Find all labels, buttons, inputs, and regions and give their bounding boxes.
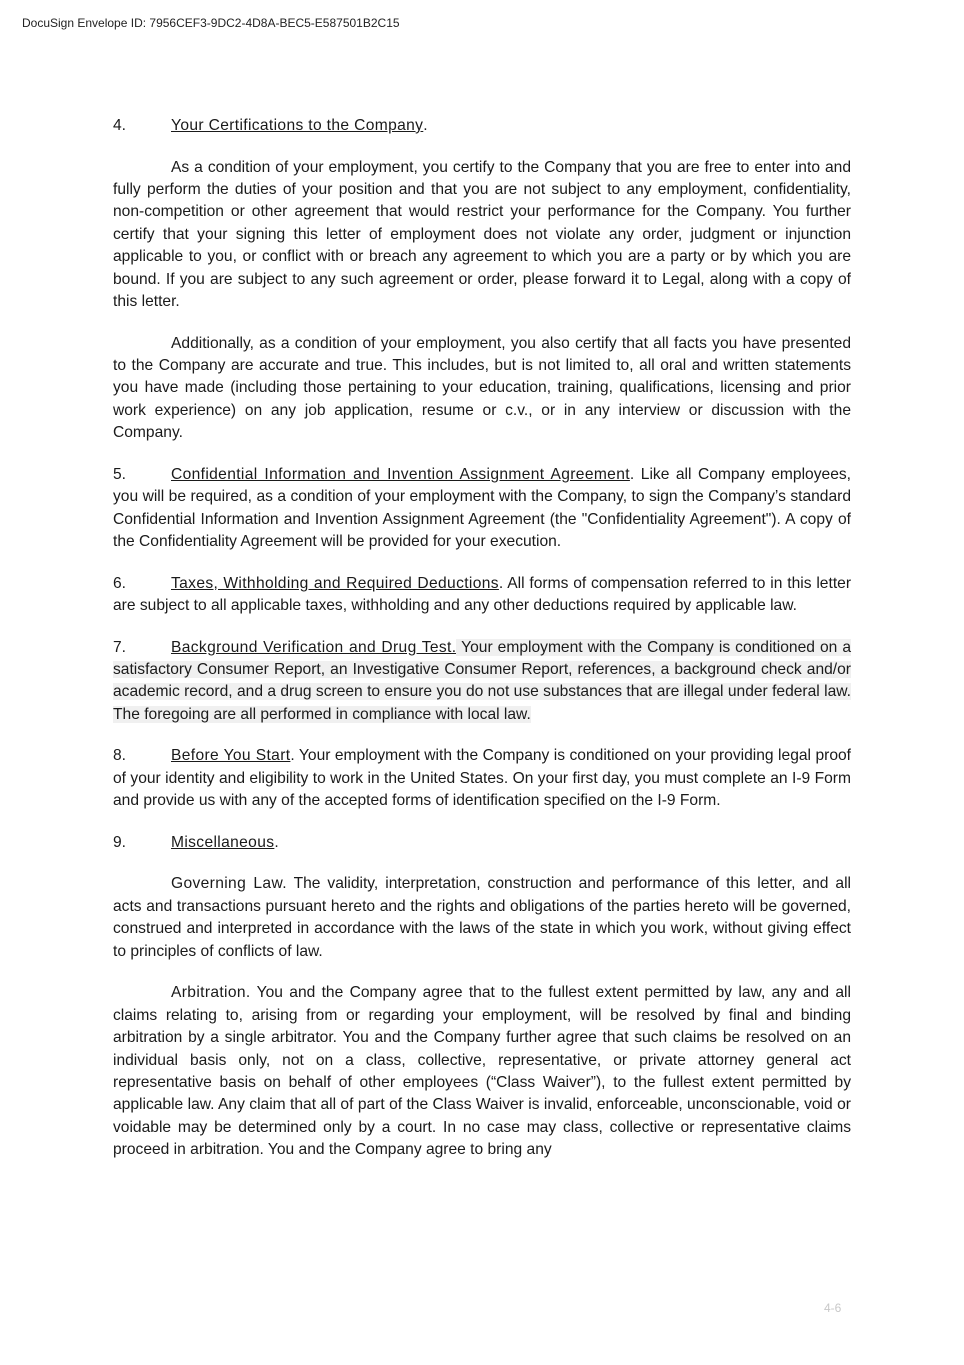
section-number: 7. <box>113 638 127 656</box>
section-title: Miscellaneous <box>171 833 275 851</box>
section-8 <box>113 745 851 812</box>
governing-law-title: Governing Law. <box>171 875 287 893</box>
arbitration-paragraph <box>113 982 851 1161</box>
page-number: 4-6 <box>824 1301 842 1315</box>
section-body: Your employment with the Company is conditioned on a satisfactory Consumer Report, an Investigative Consumer Report, references, a background check and/or academic record, and a drug screen to ensure you do not use substances that are illegal under federal law. The foregoing are all performed in compliance with local law. <box>113 638 851 723</box>
section-title: Background Verification and Drug Test. <box>171 638 457 656</box>
arbitration-title: Arbitration. <box>171 984 251 1002</box>
section-title: Your Certifications to the Company <box>171 117 424 134</box>
section-number: 6. <box>113 574 127 592</box>
document-body <box>113 115 851 1181</box>
section-4-paragraph-1: As a condition of your employment, you certify to the Company that you are free to enter into and fully perform the duties of your position and that you are not subject to any employment, confidentiality, non-competition or other agreement that would restrict your performance for the Company. You further certify that your signing this letter of employment does not violate any order, judgment or injunction applicable to you, or conflict with or breach any agreement to which you are a party or by which you are bound. If you are subject to any such agreement or order, please forward it to Legal, along with a copy of this letter. <box>113 158 851 311</box>
section-7 <box>113 637 851 727</box>
section-body: . Your employment with the Company is conditioned on your providing legal proof of your identity and eligibility to work in the United States. On your first day, you must complete an I-9 Form and provide us with any of the accepted forms of identification specified on the I-9 Form. <box>113 747 852 810</box>
governing-law-body: The validity, interpretation, construction and performance of this letter, and all acts and transactions pursuant hereto and the rights and obligations of the parties hereto will be governed, construed and interpreted in accordance with the laws of the state in which you work, without giving effect to principles of conflicts of law. <box>113 875 851 960</box>
envelope-id: DocuSign Envelope ID: 7956CEF3-9DC2-4D8A-BEC5-E587501B2C15 <box>22 16 400 30</box>
governing-law-paragraph <box>113 873 851 963</box>
section-number: 5. <box>113 465 127 483</box>
section-6 <box>113 573 851 618</box>
section-title: Before You Start <box>171 747 291 765</box>
section-title: Taxes, Withholding and Required Deductions <box>171 574 499 592</box>
section-4-heading <box>113 115 851 137</box>
section-5 <box>113 464 851 554</box>
section-4-paragraph-2: Additionally, as a condition of your employment, you also certify that all facts you have presented to the Company are accurate and true. This includes, but is not limited to, all oral and written statements you have made (including those pertaining to your education, training, qualifications, licensing and prior work experience) on any job application, resume or c.v., or in any interview or discussion with the Company. <box>113 334 851 442</box>
section-9-heading <box>113 832 851 854</box>
section-number: 9. <box>113 833 127 851</box>
heading-suffix: . <box>274 833 279 851</box>
heading-suffix: . <box>423 117 428 134</box>
section-number: 4. <box>113 117 127 134</box>
section-title: Confidential Information and Invention Assignment Agreement <box>171 465 630 483</box>
section-body: . Like all Company employees, you will be required, as a condition of your employment with the Company, to sign the Company’s standard Confidential Information and Invention Assignment Agreement (the "Confidentiality Agreement"). A copy of the Confidentiality Agreement will be provided for your execution. <box>113 465 851 551</box>
section-number: 8. <box>113 747 127 765</box>
arbitration-body: You and the Company agree that to the fullest extent permitted by law, any and all claims relating to, arising from or regarding your employment, will be resolved by final and binding arbitration by a single arbitrator. You and the Company further agree that such claims be resolved on an individual basis only, not on a class, collective, representative, or private attorney general act representative basis on behalf of other employees (“Class Waiver”), to the fullest extent permitted by applicable law. Any claim that all of part of the Class Waiver is invalid, enforceable, unconscionable, void or voidable may be determined only by a court. In no case may class, collective or representative claims proceed in arbitration. You and the Company agree to bring any <box>113 984 851 1159</box>
section-body: . All forms of compensation referred to in this letter are subject to all applicable taxes, withholding and any other deductions required by applicable law. <box>113 574 852 615</box>
